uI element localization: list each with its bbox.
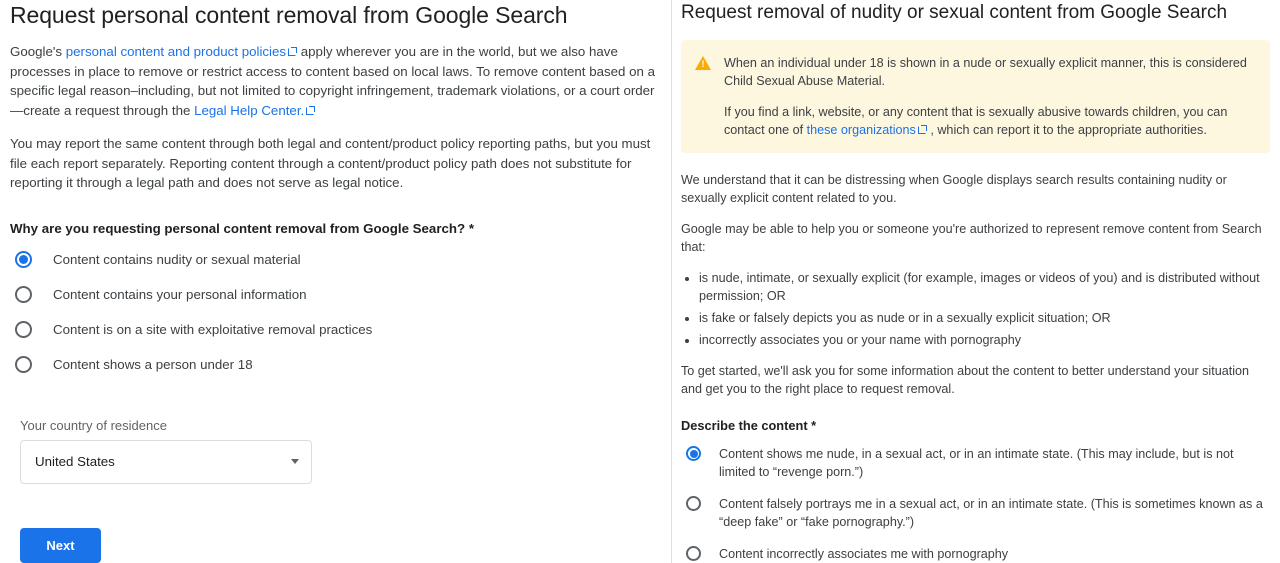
list-item: • incorrectly associates you or your name with pornography (699, 331, 1270, 349)
radio-indicator[interactable] (15, 356, 32, 373)
chevron-down-icon (291, 459, 299, 464)
describe-option-nude[interactable] (681, 445, 1270, 481)
right-panel (671, 0, 1280, 563)
country-field-label: Your country of residence (20, 417, 167, 433)
radio-indicator[interactable] (15, 251, 32, 268)
right-page-title: Request removal of nudity or sexual content from Google Search (681, 2, 1228, 23)
radio-option-label: Content contains your personal information (53, 286, 307, 302)
radio-option-label: Content shows me nude, in a sexual act, or in an intimate state. (This may include, but is not limited to “revenge porn.”) (719, 447, 1234, 479)
left-question-label: Why are you requesting personal content removal from Google Search? * (10, 220, 475, 236)
intro-paragraph-1 (10, 42, 661, 120)
next-button[interactable]: Next (20, 528, 101, 563)
radio-indicator[interactable] (15, 321, 32, 338)
list-item: • is fake or falsely depicts you as nude or in a sexually explicit situation; OR (699, 309, 1270, 327)
radio-option-exploitative-site[interactable] (10, 320, 661, 339)
radio-option-under-18[interactable] (10, 355, 661, 374)
radio-option-label: Content incorrectly associates me with pornography (719, 547, 1009, 561)
radio-option-label: Content falsely portrays me in a sexual act, or in an intimate state. (This is sometimes known as a “deep fake” or “fake pornography.”) (719, 497, 1263, 529)
right-paragraph-2: Google may be able to help you or someone you're authorized to represent remove content from Search that: (681, 222, 1262, 254)
right-paragraph-3: To get started, we'll ask you for some information about the content to better understand your situation and get you to the right place to request removal. (681, 364, 1250, 396)
warning-text-before-link: If you find a link, website, or any content that is sexually abusive towards children, you can contact one of (724, 105, 1228, 137)
legal-help-center-link[interactable]: Legal Help Center. (194, 102, 305, 118)
csam-warning-banner (681, 40, 1270, 153)
external-link-icon (918, 125, 927, 134)
right-paragraph-1: We understand that it can be distressing when Google displays search results containing nudity or sexually explicit content related to you. (681, 173, 1227, 205)
country-selected-value: United States (35, 454, 115, 469)
list-item: • is nude, intimate, or sexually explicit (for example, images or videos of you) and is distributed without permission; OR (699, 269, 1270, 305)
criteria-list (681, 269, 1270, 349)
radio-indicator[interactable] (686, 446, 701, 461)
radio-option-personal-info[interactable] (10, 285, 661, 304)
intro-paragraph-2: You may report the same content through both legal and content/product policy reporting paths, but you must file each report separately. Reporting content through a content/product policy path does not substitute for reporting it through a legal path and does not serve as legal notice. (10, 136, 651, 190)
describe-content-label: Describe the content * (681, 418, 817, 433)
warning-text-block (724, 54, 1254, 139)
warning-line-2 (724, 103, 1254, 139)
warning-line-1: When an individual under 18 is shown in a nude or sexually explicit manner, this is considered Child Sexual Abuse Material. (724, 56, 1247, 88)
radio-option-nudity[interactable] (10, 250, 661, 269)
warning-icon (695, 55, 711, 71)
intro-text-before-link: Google's (10, 44, 66, 59)
radio-option-label: Content is on a site with exploitative removal practices (53, 321, 373, 337)
radio-indicator[interactable] (686, 546, 701, 561)
intro-text-after-link: apply wherever you are in the world, but we also have processes in place to remove or restrict access to content based on local laws. To remove content based on a specific legal reason–including, but not limited to copyright infringement, trademark violations, or a court order—create a request through the (10, 44, 655, 118)
radio-option-label: Content shows a person under 18 (53, 356, 253, 372)
page-title: Request personal content removal from Google Search (10, 2, 568, 28)
radio-option-label: Content contains nudity or sexual material (53, 251, 301, 267)
warning-text-after-link: , which can report it to the appropriate authorities. (926, 123, 1207, 137)
personal-content-policies-link[interactable]: personal content and product policies (65, 44, 287, 59)
radio-indicator[interactable] (686, 496, 701, 511)
describe-option-deepfake[interactable] (681, 495, 1270, 531)
these-organizations-link[interactable]: these organizations (806, 123, 916, 137)
radio-indicator[interactable] (15, 286, 32, 303)
panel-divider (671, 0, 672, 563)
describe-option-associates-pornography[interactable] (681, 545, 1270, 563)
external-link-icon (288, 47, 297, 56)
country-select[interactable] (20, 440, 312, 484)
external-link-icon (306, 106, 315, 115)
